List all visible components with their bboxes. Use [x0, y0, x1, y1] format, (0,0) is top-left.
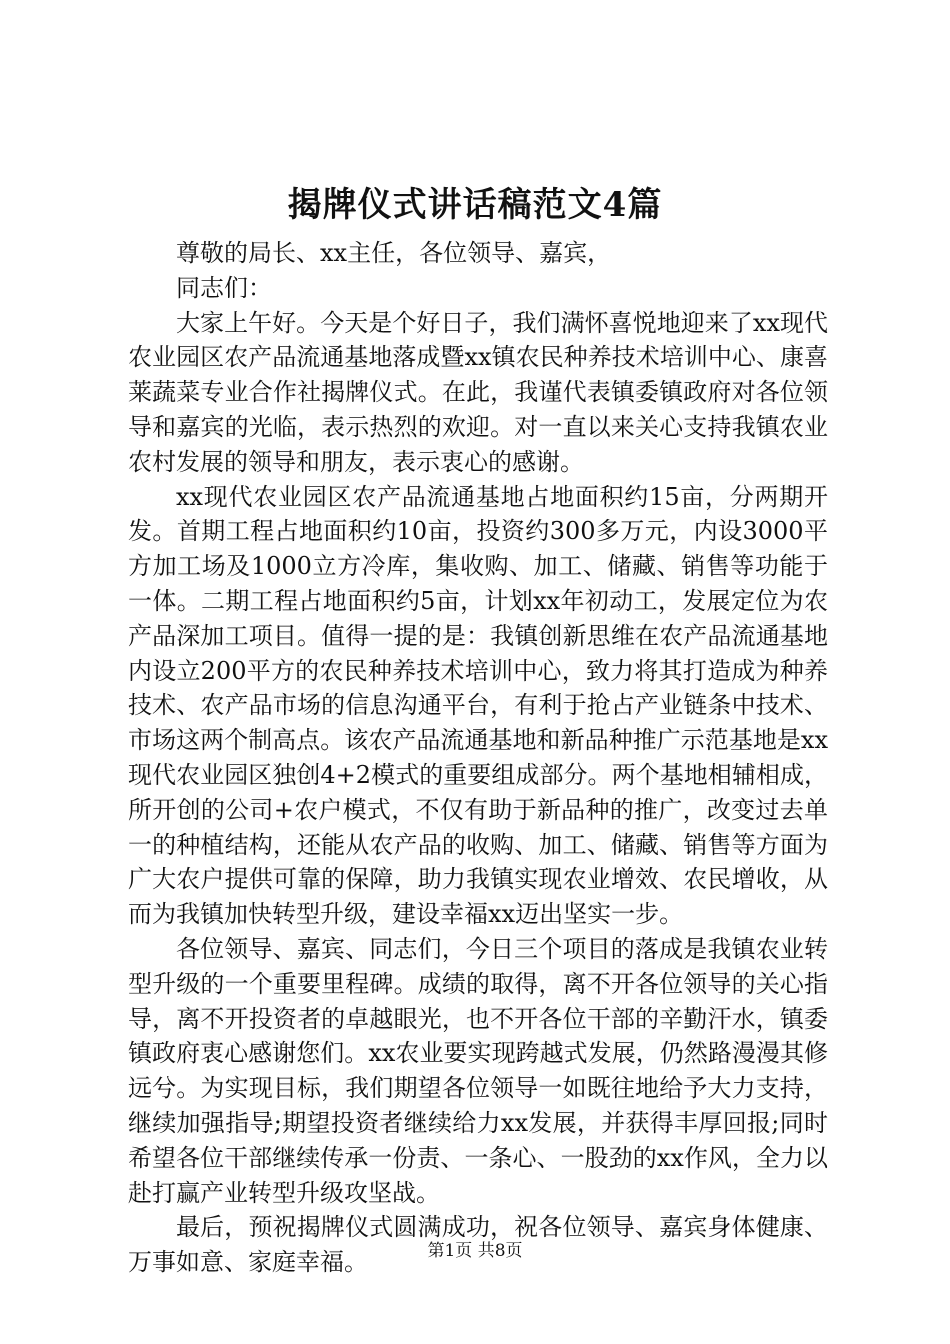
body-paragraph: 大家上午好。今天是个好日子，我们满怀喜悦地迎来了xx现代农业园区农产品流通基地落成暨xx镇农民种养技术培训中心、康喜莱蔬菜专业合作社揭牌仪式。在此，我谨代表镇委镇政府对各位领导和嘉宾的光临，表示热烈的欢迎。对一直以来关心支持我镇农业农村发展的领导和朋友，表示衷心的感谢。: [128, 308, 828, 476]
body-paragraph: 各位领导、嘉宾、同志们，今日三个项目的落成是我镇农业转型升级的一个重要里程碑。成绩的取得，离不开各位领导的关心指导，离不开投资者的卓越眼光，也不开各位干部的辛勤汗水，镇委镇政府衷心感谢您们。xx农业要实现跨越式发展，仍然路漫漫其修远兮。为实现目标，我们期望各位领导一如既往地给予大力支持，继续加强指导;期望投资者继续给力xx发展，并获得丰厚回报;同时希望各位干部继续传承一份责、一条心、一股劲的xx作风，全力以赴打赢产业转型升级攻坚战。: [128, 934, 828, 1207]
page-number-footer: 第1页 共8页: [427, 1241, 523, 1261]
closing-paragraph: 最后，预祝揭牌仪式圆满成功，祝各位领导、嘉宾身体健康、万事如意、家庭幸福。: [128, 1213, 828, 1277]
salutation-paragraph: 尊敬的局长、xx主任，各位领导、嘉宾，: [176, 239, 612, 267]
body-paragraph: xx现代农业园区农产品流通基地占地面积约15亩，分两期开发。首期工程占地面积约10亩，投资约300多万元，内设3000平方加工场及1000立方冷库，集收购、加工、储藏、销售等功能于一体。二期工程占地面积约5亩，计划xx年初动工，发展定位为农产品深加工项目。值得一提的是：我镇创新思维在农产品流通基地内设立200平方的农民种养技术培训中心，致力将其打造成为种养技术、农产品市场的信息沟通平台，有利于抢占产业链条中技术、市场这两个制高点。该农产品流通基地和新品种推广示范基地是xx现代农业园区独创4+2模式的重要组成部分。两个基地相辅相成，所开创的公司+农户模式，不仅有助于新品种的推广，改变过去单一的种植结构，还能从农产品的收购、加工、储藏、销售等方面为广大农户提供可靠的保障，助力我镇实现农业增效、农民增收，从而为我镇加快转型升级，建设幸福xx迈出坚实一步。: [128, 482, 828, 929]
document-title: 揭牌仪式讲话稿范文4篇: [287, 185, 663, 225]
salutation-paragraph: 同志们：: [176, 273, 272, 302]
document-body: [128, 236, 828, 1280]
